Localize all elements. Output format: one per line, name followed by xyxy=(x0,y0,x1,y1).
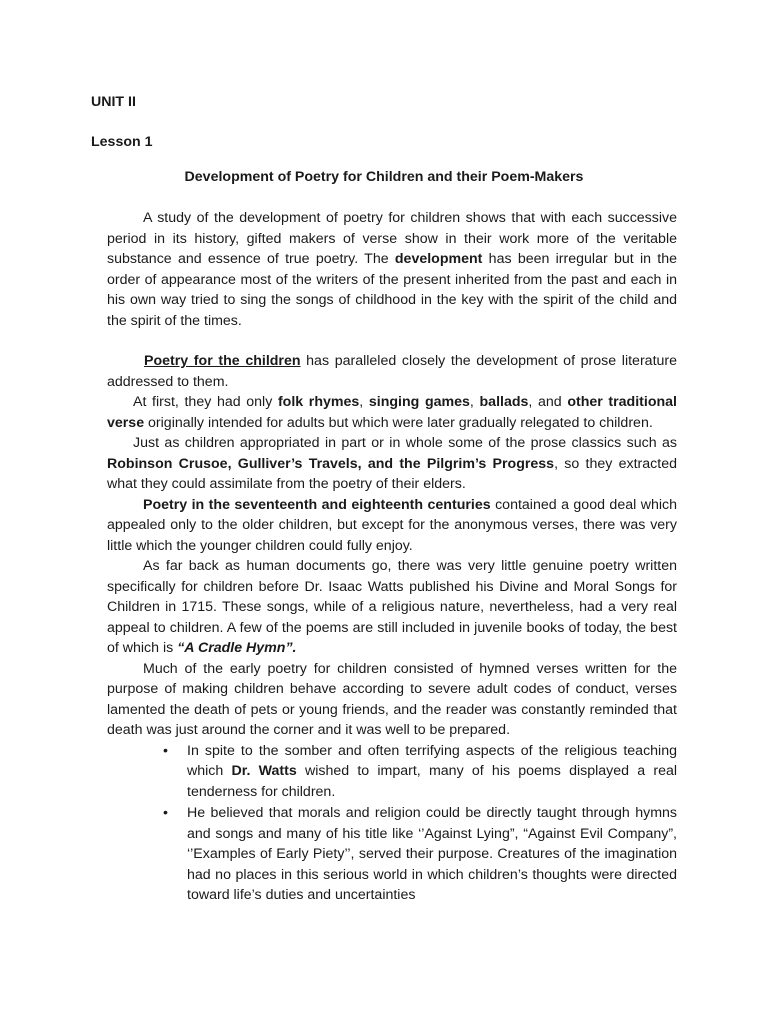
intro-paragraph xyxy=(107,208,677,331)
text-run: As far back as human documents go, there was very little genuine poetry written specifically for children before Dr. Isaac Watts published his Divine and Moral Songs for Children in 1715. These songs, while of a religious nature, nevertheless, had a very real appeal to children. A few of the poems are still included in juvenile books of today, the best of which is xyxy=(107,558,677,656)
main-section xyxy=(107,351,677,907)
intro-section xyxy=(107,208,677,331)
text-run: , xyxy=(359,394,369,410)
text-run: originally intended for adults but which were later gradually relegated to children. xyxy=(144,414,653,431)
list-item xyxy=(163,741,678,803)
lesson-title: Development of Poetry for Children and their Poem-Makers xyxy=(184,169,584,185)
text-run: He believed that morals and religion could be directly taught through hymns and songs and many of his title like ‘’Against Lying”, “Against Evil Company”, ‘’Examples of Early Piety’’, served their purpose. Creatures of the imagination had no places in this serious world in which children’s thoughts were directed toward life’s duties and uncertainties xyxy=(187,805,677,903)
text-run: wished to impart, many of his poems displayed a real tenderness for children. xyxy=(187,763,678,800)
paragraph-hymned-verses xyxy=(107,659,677,741)
lesson-heading: Lesson 1 xyxy=(91,134,153,150)
bullet-icon: • xyxy=(163,742,168,759)
bullet-icon: • xyxy=(163,805,168,821)
bullet-list xyxy=(107,741,677,906)
text-run: Much of the early poetry for children consisted of hymned verses written for the purpose of making children behave according to severe adult codes of conduct, verses lamented the death of pets or young friends, and the reader was constantly reminded that death was just around the corner and it was well to be prepared. xyxy=(107,660,677,738)
bold-term: other traditional verse xyxy=(107,394,677,431)
paragraph-watts xyxy=(107,556,677,659)
text-run: , so they extracted what they could assimilate from the poetry of their elders. xyxy=(107,455,677,492)
text-run: In spite to the somber and often terrifying aspects of the religious teaching which xyxy=(187,742,677,779)
text-run: has been irregular but in the order of appearance most of the writers of the present inherited from the past and each in his own way tried to sing the songs of childhood in the key with the spirit of the child and the spirit of the times. xyxy=(107,251,677,329)
paragraph-prose-classics xyxy=(107,433,677,495)
paragraph-centuries xyxy=(107,495,677,557)
bold-term: singing games xyxy=(368,394,470,410)
text-run: , xyxy=(469,394,480,410)
text-run: has paralleled closely the development of prose literature addressed to them. xyxy=(107,353,678,390)
text-run: , and xyxy=(528,394,568,410)
paragraph-at-first xyxy=(107,392,677,433)
bold-term: development xyxy=(394,251,483,267)
text-run: Just as children appropriated in part or in whole some of the prose classics such as xyxy=(133,435,677,451)
text-run: contained a good deal which appealed only to the older children, but except for the anonymous verses, there was very little which the younger children could fully enjoy. xyxy=(107,496,677,554)
bold-term: Robinson Crusoe, Gulliver’s Travels, and the Pilgrim’s Progress xyxy=(107,455,555,472)
underlined-term: Poetry for the children xyxy=(144,353,301,369)
bold-term: Dr. Watts xyxy=(231,763,297,779)
bold-term: folk rhymes xyxy=(277,394,360,410)
bold-term: ballads xyxy=(479,394,529,410)
text-run: A study of the development of poetry for children shows that with each successive period in its history, gifted makers of verse show in their work more of the veritable substance and essence of true poetry. The xyxy=(107,210,677,267)
paragraph-poetry-for-children xyxy=(107,351,677,392)
unit-heading: UNIT II xyxy=(91,94,136,110)
bold-italic-title: “A Cradle Hymn”. xyxy=(177,640,297,656)
bold-term: Poetry in the seventeenth and eighteenth centuries xyxy=(143,496,491,513)
text-run: At first, they had only xyxy=(133,394,278,410)
list-item xyxy=(163,803,677,906)
